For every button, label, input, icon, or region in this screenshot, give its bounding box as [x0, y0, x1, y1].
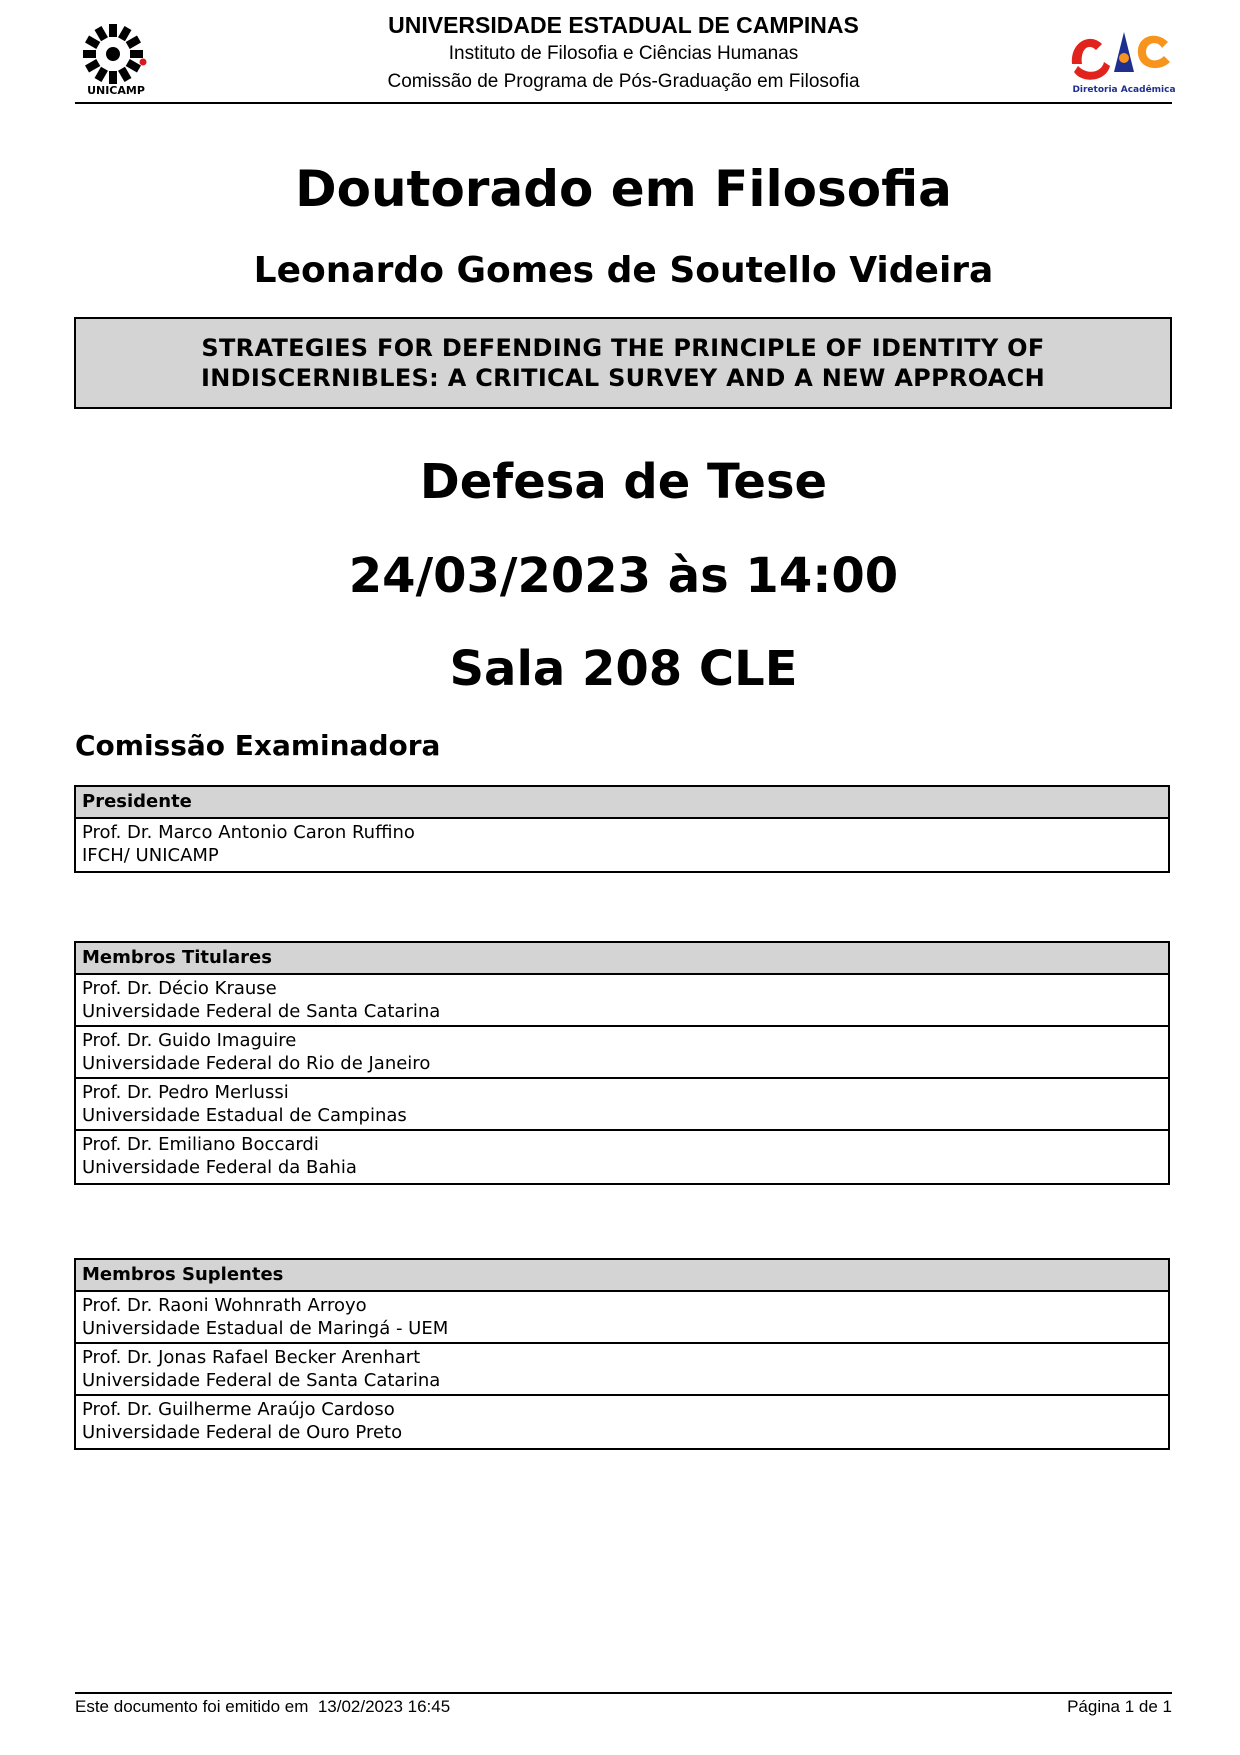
document-header — [75, 8, 1176, 104]
table-row — [76, 975, 1168, 1027]
table-row — [76, 1131, 1168, 1183]
table-header: Membros Titulares — [76, 943, 1168, 975]
member-name: Prof. Dr. Guido Imaguire — [82, 1030, 297, 1051]
member-institution: Universidade Federal do Rio de Janeiro — [82, 1053, 431, 1074]
thesis-title-box — [74, 317, 1172, 409]
commission-heading: Comissão Examinadora — [75, 729, 441, 762]
university-name: UNIVERSIDADE ESTADUAL DE CAMPINAS — [388, 12, 859, 38]
program-title: Doutorado em Filosofia — [295, 160, 952, 218]
unicamp-logo-text: UNICAMP — [87, 84, 145, 97]
member-institution: IFCH/ UNICAMP — [82, 845, 219, 866]
table-row — [76, 1079, 1168, 1131]
member-institution: Universidade Federal de Santa Catarina — [82, 1001, 441, 1022]
member-institution: Universidade Federal de Santa Catarina — [82, 1370, 441, 1391]
table-header: Membros Suplentes — [76, 1260, 1168, 1292]
member-name: Prof. Dr. Décio Krause — [82, 978, 277, 999]
titulares-table — [74, 941, 1170, 1185]
member-name: Prof. Dr. Pedro Merlussi — [82, 1082, 289, 1103]
thesis-title-line-2: INDISCERNIBLES: A CRITICAL SURVEY AND A NEW APPROACH — [201, 364, 1045, 392]
member-name: Prof. Dr. Emiliano Boccardi — [82, 1134, 319, 1155]
event-datetime: 24/03/2023 às 14:00 — [348, 548, 899, 604]
table-row — [76, 819, 1168, 871]
thesis-title-line-1: STRATEGIES FOR DEFENDING THE PRINCIPLE OF IDENTITY OF — [201, 334, 1045, 362]
member-name: Prof. Dr. Raoni Wohnrath Arroyo — [82, 1295, 367, 1316]
table-row — [76, 1292, 1168, 1344]
member-institution: Universidade Estadual de Campinas — [82, 1105, 407, 1126]
event-type: Defesa de Tese — [419, 454, 828, 510]
presidente-table — [74, 785, 1170, 873]
issued-date: Este documento foi emitido em 13/02/2023 16:45 — [75, 1697, 451, 1716]
member-name: Prof. Dr. Jonas Rafael Becker Arenhart — [82, 1347, 421, 1368]
event-room: Sala 208 CLE — [449, 641, 798, 697]
institute-name: Instituto de Filosofia e Ciências Humanas — [448, 43, 799, 64]
dac-logo — [1068, 22, 1180, 100]
page-number: Página 1 de 1 — [1067, 1697, 1172, 1716]
table-row — [76, 1027, 1168, 1079]
document-footer — [75, 1692, 1172, 1716]
member-name: Prof. Dr. Guilherme Araújo Cardoso — [82, 1399, 395, 1420]
dac-logo-text: Diretoria Acadêmica — [1072, 85, 1176, 95]
member-institution: Universidade Federal de Ouro Preto — [82, 1422, 403, 1443]
candidate-name: Leonardo Gomes de Soutello Videira — [253, 250, 994, 291]
table-row — [76, 1344, 1168, 1396]
table-row — [76, 1396, 1168, 1448]
commission-name: Comissão de Programa de Pós-Graduação em Filosofia — [387, 71, 860, 92]
table-header: Presidente — [76, 787, 1168, 819]
member-institution: Universidade Federal da Bahia — [82, 1157, 357, 1178]
suplentes-table — [74, 1258, 1170, 1450]
thesis-title — [201, 333, 1045, 393]
member-institution: Universidade Estadual de Maringá - UEM — [82, 1318, 449, 1339]
member-name: Prof. Dr. Marco Antonio Caron Ruffino — [82, 822, 415, 843]
